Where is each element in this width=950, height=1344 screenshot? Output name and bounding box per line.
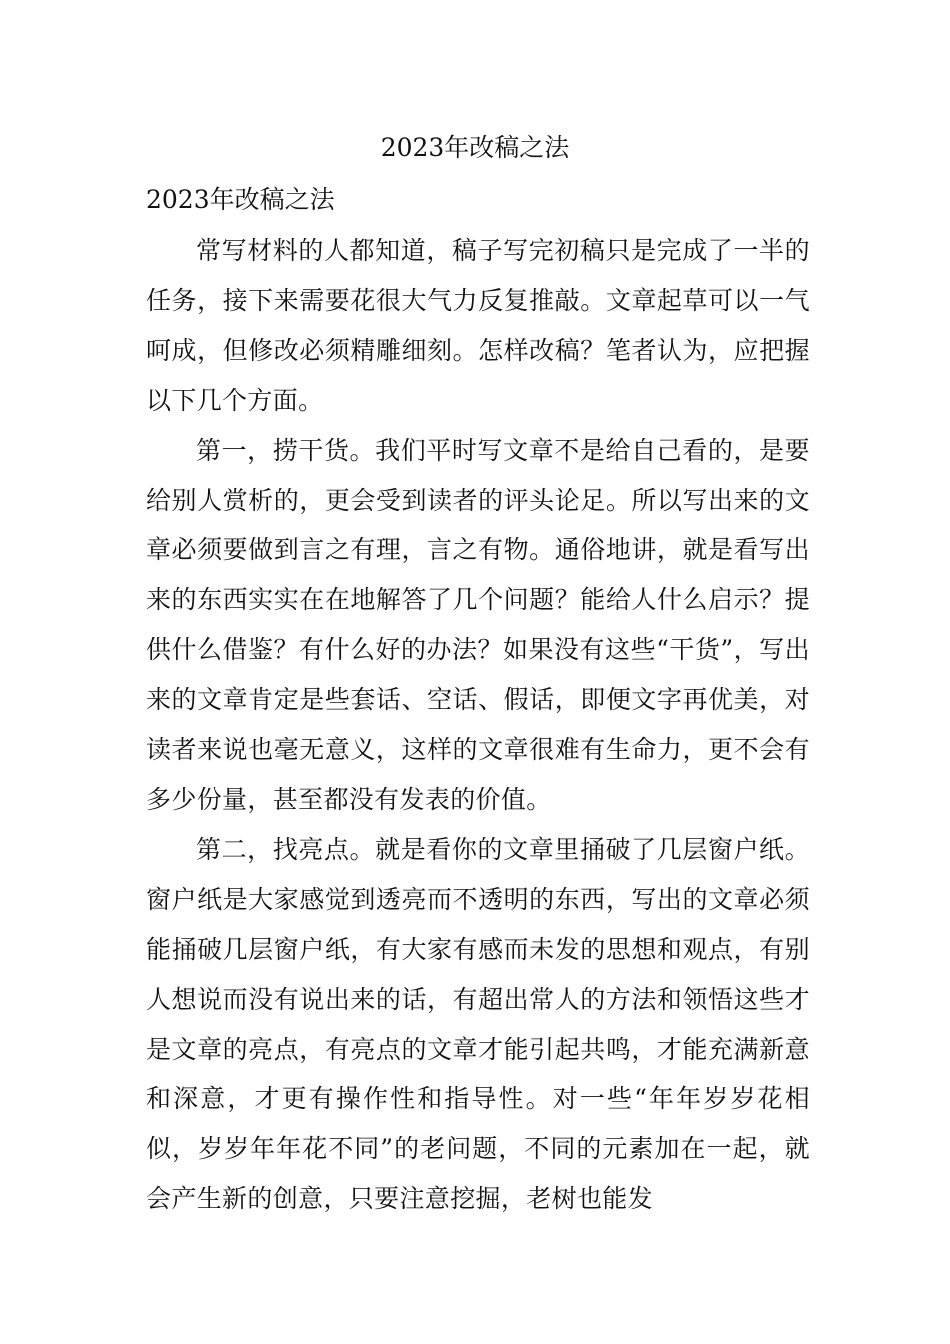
paragraph-first-point: 第一，捞干货。我们平时写文章不是给自己看的，是要给别人赏析的，更会受到读者的评头论足。所以写出来的文章必须要做到言之有理，言之有物。通俗地讲，就是看写出来的东西实实在在地解答了几个问题？能给人什么启示？提供什么借鉴？有什么好的办法？如果没有这些“干货”，写出来的文章肯定是些套话、空话、假话，即便文字再优美，对读者来说也毫无意义，这样的文章很难有生命力，更不会有多少份量，甚至都没有发表的价值。 [146, 435, 810, 814]
paragraph-second-point: 第二，找亮点。就是看你的文章里捅破了几层窗户纸。窗户纸是大家感觉到透亮而不透明的东西，写出的文章必须能捅破几层窗户纸，有大家有感而未发的思想和观点，有别人想说而没有说出来的话，有超出常人的方法和领悟这些才是文章的亮点，有亮点的文章才能引起共鸣，才能充满新意和深意，才更有操作性和指导性。对一些“年年岁岁花相似，岁岁年年花不同”的老问题，不同的元素加在一起，就会产生新的创意，只要注意挖掘，老树也能发 [146, 834, 810, 1214]
paragraph-intro: 常写材料的人都知道，稿子写完初稿只是完成了一半的任务，接下来需要花很大气力反复推敲。文章起草可以一气呵成，但修改必须精雕细刻。怎样改稿？笔者认为，应把握以下几个方面。 [146, 236, 810, 415]
document-body [146, 226, 810, 1224]
document-heading: 2023年改稿之法 [146, 185, 335, 214]
document-title: 2023年改稿之法 [380, 133, 570, 162]
